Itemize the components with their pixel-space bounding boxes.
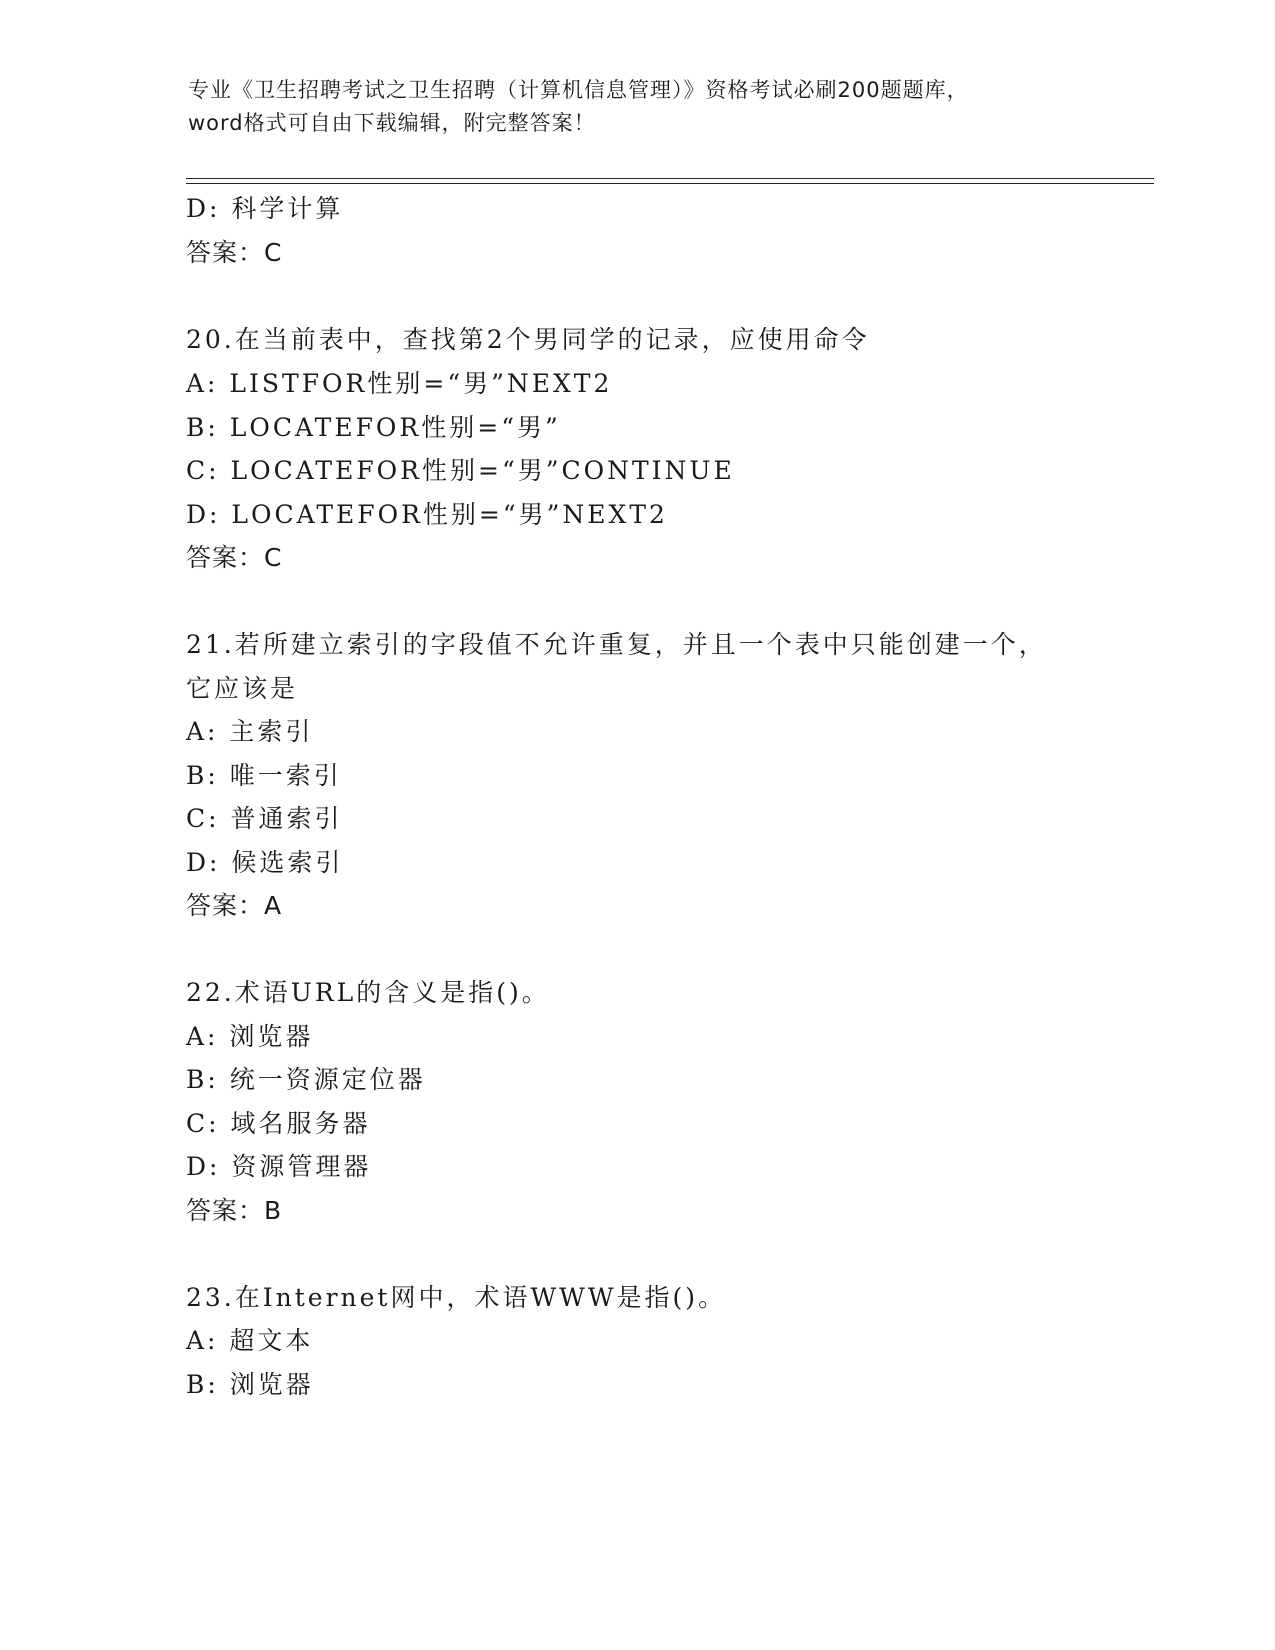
q19-answer: 答案：C [186,238,283,267]
header-subtitle-line: word格式可自由下载编辑，附完整答案！ [188,111,596,135]
q21-option-b: B: 唯一索引 [186,761,342,790]
q21-stem: 21.若所建立索引的字段值不允许重复，并且一个表中只能创建一个， [186,630,1047,659]
q20-option-d: D: LOCATEFOR性别=“男”NEXT2 [186,500,668,529]
q20-option-c: C: LOCATEFOR性别=“男”CONTINUE [186,456,735,485]
q21-answer: 答案：A [186,891,283,920]
q21-option-d: D: 候选索引 [186,848,344,877]
q23-stem: 23.在Internet网中，术语WWW是指()。 [186,1283,727,1312]
q22-option-b: B: 统一资源定位器 [186,1065,426,1094]
q21-option-c: C: 普通索引 [186,804,343,833]
q20-answer: 答案：C [186,543,283,572]
q23-option-b: B: 浏览器 [186,1370,314,1399]
q23-option-a: A: 超文本 [186,1326,314,1355]
document-header [188,74,1088,140]
q20-option-a: A: LISTFOR性别=“男”NEXT2 [186,369,613,398]
q22-answer: 答案：B [186,1196,283,1225]
header-divider-bottom [186,183,1154,184]
q22-option-c: C: 域名服务器 [186,1109,371,1138]
q19-option-d: D: 科学计算 [186,194,344,223]
q21-option-a: A: 主索引 [186,717,314,746]
q21-stem-continued: 它应该是 [186,674,299,703]
header-title-line: 专业《卫生招聘考试之卫生招聘（计算机信息管理）》资格考试必刷200题题库， [188,78,969,102]
header-divider-top [186,178,1154,179]
q22-option-a: A: 浏览器 [186,1022,314,1051]
q22-option-d: D: 资源管理器 [186,1152,372,1181]
q20-option-b: B: LOCATEFOR性别=“男” [186,413,561,442]
q22-stem: 22.术语URL的含义是指()。 [186,978,550,1007]
q20-stem: 20.在当前表中，查找第2个男同学的记录，应使用命令 [186,325,870,354]
